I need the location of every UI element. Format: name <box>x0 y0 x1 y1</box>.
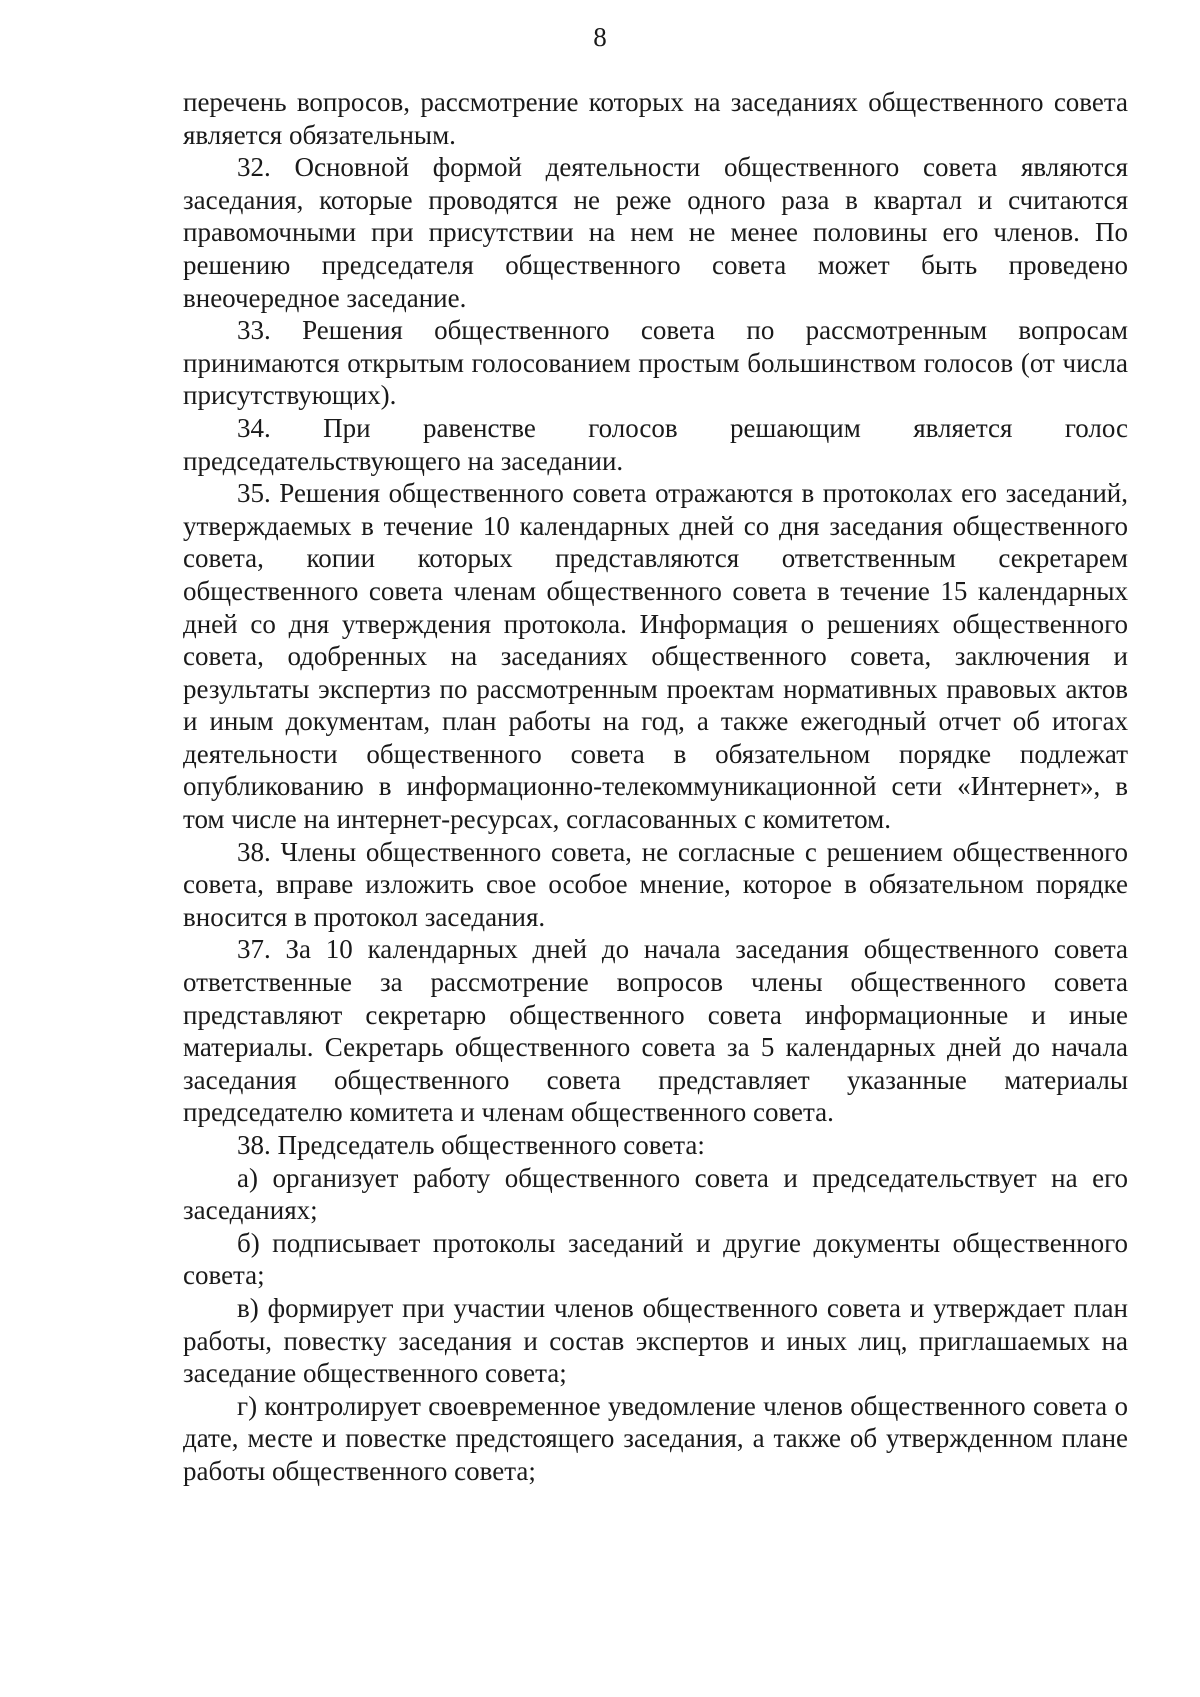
subparagraph-b: б) подписывает протоколы заседаний и другие документы общественного совета; <box>183 1227 1128 1291</box>
paragraph-item-38: 38. Председатель общественного совета: <box>237 1130 705 1160</box>
document-body <box>183 86 1128 1488</box>
subparagraph-v: в) формирует при участии членов общественного совета и утверждает план работы, повестку заседания и состав экспертов и иных лиц, приглашаемых на заседание общественного совета; <box>183 1292 1128 1389</box>
subparagraph-a: а) организует работу общественного совета и председательствует на его заседаниях; <box>183 1162 1128 1226</box>
paragraph-continuation: перечень вопросов, рассмотрение которых на заседаниях общественного совета является обязательным. <box>183 87 1128 150</box>
page-number: 8 <box>593 22 607 52</box>
paragraph-item-36: 38. Члены общественного совета, не согласные с решением общественного совета, вправе изложить свое особое мнение, которое в обязательном порядке вносится в протокол заседания. <box>183 836 1128 932</box>
paragraph-item-37: 37. За 10 календарных дней до начала заседания общественного совета ответственные за рассмотрение вопросов члены общественного совета представляют секретарю общественного совета информационные и иные материалы. Секретарь общественного совета за 5 календарных дней до начала заседания общественного совета представляет указанные материалы председателю комитета и членам общественного совета. <box>183 934 1128 1128</box>
paragraph-item-35: 35. Решения общественного совета отражаются в протоколах его заседаний, утверждаемых в течение 10 календарных дней со дня заседания общественного совета, копии которых представляются ответственным секретарем общественного совета членам общественного совета в течение 15 календарных дней со дня утверждения протокола. Информация о решениях общественного совета, одобренных на заседаниях общественного совета, заключения и результаты экспертиз по рассмотренным проектам нормативных правовых актов и иным документам, план работы на год, а также ежегодный отчет об итогах деятельности общественного совета в обязательном порядке подлежат опубликованию в информационно-телекоммуникационной сети «Интернет», в том числе на интернет-ресурсах, согласованных с комитетом. <box>183 478 1128 835</box>
paragraph-item-32: 32. Основной формой деятельности общественного совета являются заседания, которые проводятся не реже одного раза в квартал и считаются правомочными при присутствии на нем не менее половины его членов. По решению председателя общественного совета может быть проведено внеочередное заседание. <box>183 152 1128 313</box>
paragraph-item-33: 33. Решения общественного совета по рассмотренным вопросам принимаются открытым голосованием простым большинством голосов (от числа присутствующих). <box>183 315 1128 411</box>
paragraph-item-34: 34. При равенстве голосов решающим является голос председательствующего на заседании. <box>183 412 1128 476</box>
subparagraph-g: г) контролирует своевременное уведомление членов общественного совета о дате, месте и повестке предстоящего заседания, а также об утвержденном плане работы общественного совета; <box>183 1390 1128 1486</box>
